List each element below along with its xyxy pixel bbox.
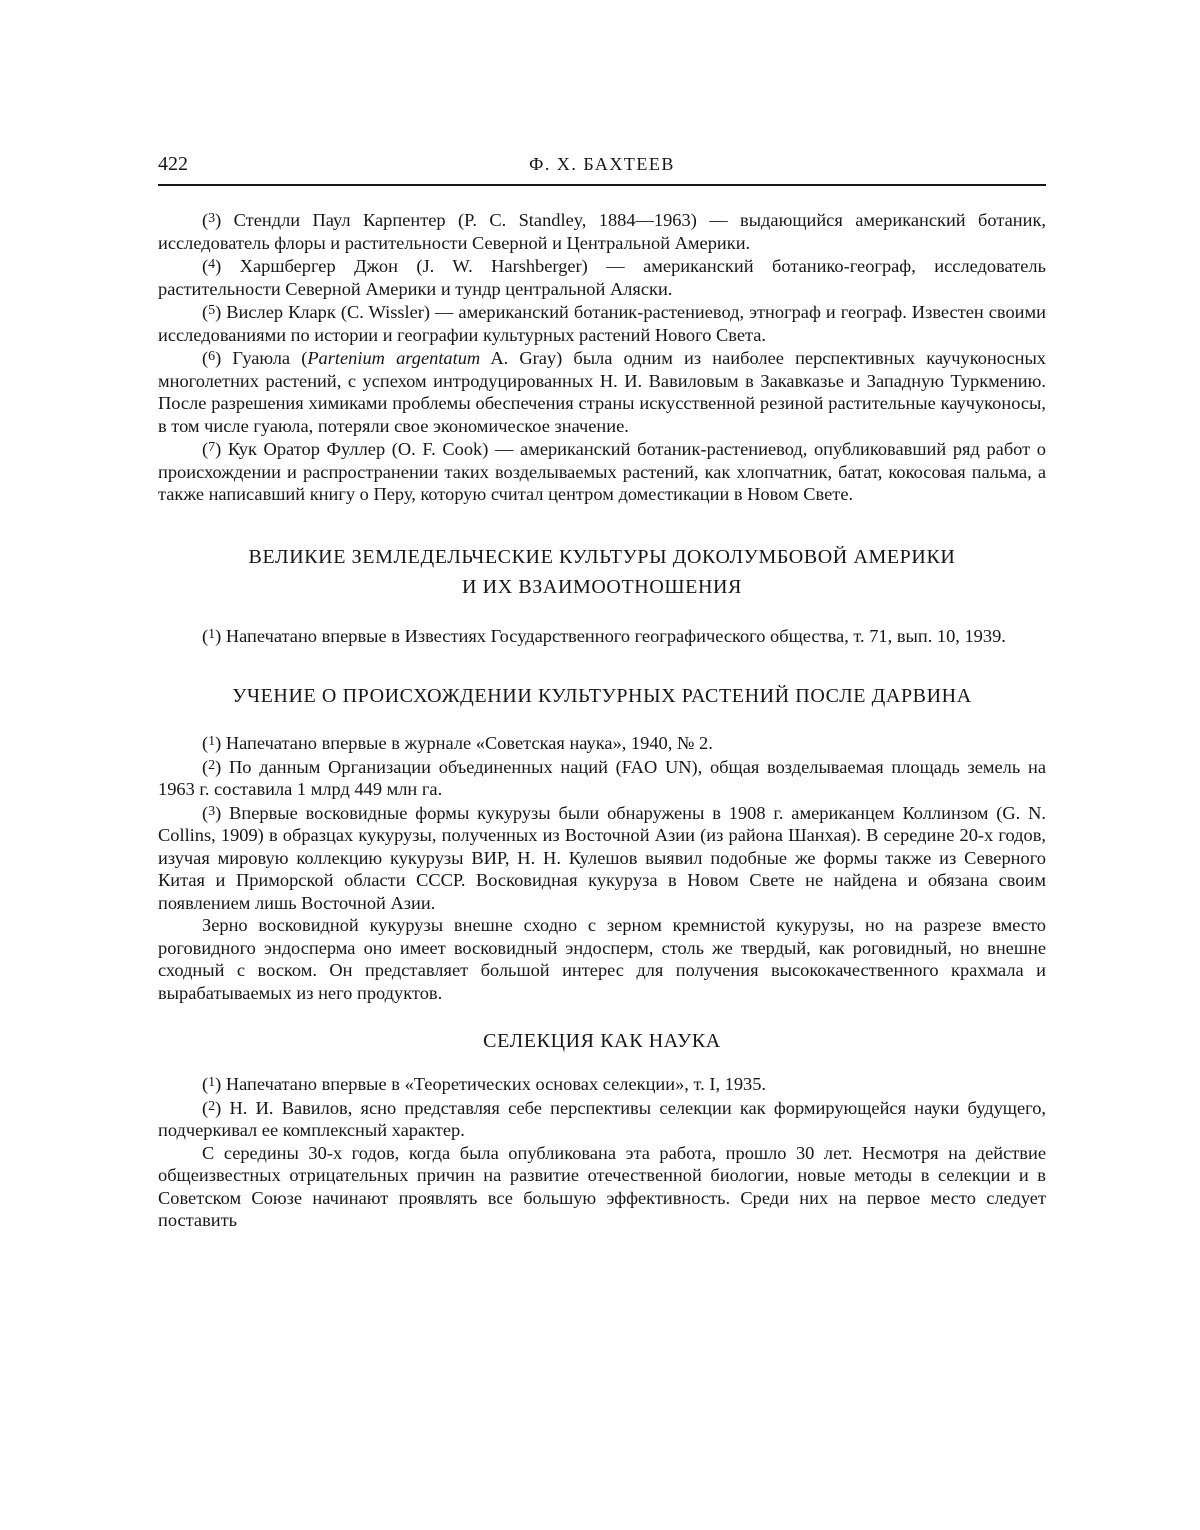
footnote-text: Стендли Паул Карпентер (P. C. Standley, 1884—1963) — выдающийся американский ботаник, исследователь флоры и растительности Северной и Центральной Америки. <box>158 210 1046 253</box>
footnote-text: Гуаюла ( <box>232 348 308 368</box>
footnote: ($^5$) Вислер Кларк (C. Wissler) — американский ботаник-растениевод, этнограф и географ. Известен своими исследованиями по истории и географии культурных растений Нового Света. <box>158 302 1046 345</box>
section-title <box>158 542 1046 602</box>
section-title: СЕЛЕКЦИЯ КАК НАУКА <box>483 1030 721 1052</box>
footnote: ($^7$) Кук Оратор Фуллер (O. F. Cook) — американский ботаник-растениевод, опубликовавший ряд работ о происхождении и распространении таких возделываемых растений, как хлопчатник, батат, кокосовая пальма, а также написавший книгу о Перу, которую считал центром доместикации в Новом Свете. <box>158 439 1046 504</box>
notes-top <box>158 208 1046 506</box>
footnote-continuation: С середины 30-х годов, когда была опубликована эта работа, прошло 30 лет. Несмотря на действие общеизвестных отрицательных причин на развитие отечественной биологии, новые методы в селекции и в Советском Союзе начинают проявлять все большую эффективность. Среди них на первое место следует поставить <box>158 1142 1046 1230</box>
footnote-text: Кук Оратор Фуллер (O. F. Cook) — американский ботаник-растениевод, опубликовавший ряд работ о происхождении и распространении таких возделываемых растений, как хлопчатник, батат, кокосовая пальма, а также написавший книгу о Перу, которую считал центром доместикации в Новом Свете. <box>158 439 1046 504</box>
footnote-text: Напечатано впервые в Известиях Государственного географического общества, т. 71, вып. 10, 1939. <box>225 625 1006 646</box>
footnote-continuation: Зерно восковидной кукурузы внешне сходно с зерном кремнистой кукурузы, но на разрезе вместо роговидного эндосперма оно имеет восковидный эндосперм, столь же твердый, как роговидный, но внешне сходный с воском. Он представляет большой интерес для получения высококачественного крахмала и вырабатываемых из него продуктов. <box>158 915 1046 1003</box>
footnote-text: Напечатано впервые в журнале «Советская наука», 1940, № 2. <box>225 733 713 753</box>
footnote: ($^3$) Впервые восковидные формы кукурузы были обнаружены в 1908 г. американцем Коллинзом (G. N. Collins, 1909) в образцах кукурузы, полученных из Восточной Азии (из района Шанхая). В середине 20-х годов, изучая мировую коллекцию кукурузы ВИР, Н. Н. Кулешов выявил подобные же формы также из Северного Китая и Приморской области СССР. Восковидная кукуруза в Новом Свете не найдена и обязана своим появлением лишь Восточной Азии. <box>158 802 1046 913</box>
footnote: ($^1$) Напечатано впервые в журнале «Советская наука», 1940, № 2. <box>202 733 713 753</box>
footnote-number: 6 <box>208 349 216 364</box>
footnote: ($^2$) По данным Организации объединенных наций (FAO UN), общая возделываемая площадь земель на 1963 г. составила 1 млрд 449 млн га. <box>158 756 1046 799</box>
footnote-number: 7 <box>208 440 216 455</box>
footnote-number: 2 <box>208 1098 216 1114</box>
section-title-line: ВЕЛИКИЕ ЗЕМЛЕДЕЛЬЧЕСКИЕ КУЛЬТУРЫ ДОКОЛУМБОВОЙ АМЕРИКИ <box>248 545 956 568</box>
header-rule <box>158 184 1046 186</box>
footnote-number: 1 <box>208 1075 216 1090</box>
footnote: ($^2$) Н. И. Вавилов, ясно представляя себе перспективы селекции как формирующейся науки будущего, подчеркивал ее комплексный характер. <box>158 1097 1046 1140</box>
footnote-text: Н. И. Вавилов, ясно представляя себе перспективы селекции как формирующейся науки будущего, подчеркивал ее комплексный характер. <box>158 1097 1046 1140</box>
page-number: 422 <box>158 153 188 175</box>
species-name: Partenium argentatum <box>307 348 481 368</box>
section-title: УЧЕНИЕ О ПРОИСХОЖДЕНИИ КУЛЬТУРНЫХ РАСТЕНИЙ ПОСЛЕ ДАРВИНА <box>232 685 972 707</box>
footnote-text: Напечатано впервые в «Теоретических основах селекции», т. I, 1935. <box>225 1074 767 1094</box>
footnote: ($^1$) Напечатано впервые в «Теоретических основах селекции», т. I, 1935. <box>202 1074 767 1094</box>
footnote: ($^4$) Харшбергер Джон (J. W. Harshberger) — американский ботанико-географ, исследователь растительности Северной Америки и тундр центральной Аляски. <box>158 256 1046 299</box>
footnote-number: 2 <box>208 757 216 773</box>
footnote-text: По данным Организации объединенных наций (FAO UN), общая возделываемая площадь земель на 1963 г. составила 1 млрд 449 млн га. <box>158 756 1046 799</box>
footnote-number: 3 <box>208 803 216 819</box>
footnote: ($^6$) Гуаюла (Partenium argentatum A. Gray) была одним из наиболее перспективных каучуконосных многолетних растений, с успехом интродуцированных Н. И. Вавиловым в Закавказье и Западную Туркмению. После разрешения химиками проблемы обеспечения страны искусственной резиной растительные каучуконосы, в том числе гуаюла, потеряли свое экономическое значение. <box>158 348 1046 436</box>
footnote-text: A. Gray) была одним из наиболее перспективных каучуконосных многолетних растений, с успехом интродуцированных Н. И. Вавиловым в Закавказье и Западную Туркмению. После разрешения химиками проблемы обеспечения страны искусственной резиной растительные каучуконосы, в том числе гуаюла, потеряли свое экономическое значение. <box>158 348 1046 436</box>
footnote-number: 3 <box>208 211 216 226</box>
footnote-text: Впервые восковидные формы кукурузы были обнаружены в 1908 г. американцем Коллинзом (G. N. Collins, 1909) в образцах кукурузы, полученных из Восточной Азии (из района Шанхая). В середине 20-х годов, изучая мировую коллекцию кукурузы ВИР, Н. Н. Кулешов выявил подобные же формы также из Северного Китая и Приморской области СССР. Восковидная кукуруза в Новом Свете не найдена и обязана своим появлением лишь Восточной Азии. <box>158 802 1046 913</box>
footnote-number: 4 <box>208 257 216 272</box>
footnote-number: 1 <box>208 626 216 642</box>
footnote: ($^3$) Стендли Паул Карпентер (P. C. Standley, 1884—1963) — выдающийся американский ботаник, исследователь флоры и растительности Северной и Центральной Америки. <box>158 210 1046 253</box>
footnote: ($^1$) Напечатано впервые в Известиях Государственного географического общества, т. 71, вып. 10, 1939. <box>202 625 1006 646</box>
footnote-number: 5 <box>208 303 216 318</box>
footnote-text: Харшбергер Джон (J. W. Harshberger) — американский ботанико-географ, исследователь растительности Северной Америки и тундр центральной Аляски. <box>158 256 1046 299</box>
footnote-number: 1 <box>208 734 216 749</box>
section-title-line: И ИХ ВЗАИМООТНОШЕНИЯ <box>462 575 742 598</box>
running-head <box>158 150 1046 184</box>
book-page <box>158 150 1046 1510</box>
running-title: Ф. Х. БАХТЕЕВ <box>529 154 675 174</box>
footnote-text: Вислер Кларк (C. Wissler) — американский ботаник-растениевод, этнограф и географ. Известен своими исследованиями по истории и географии культурных растений Нового Света. <box>158 302 1046 345</box>
